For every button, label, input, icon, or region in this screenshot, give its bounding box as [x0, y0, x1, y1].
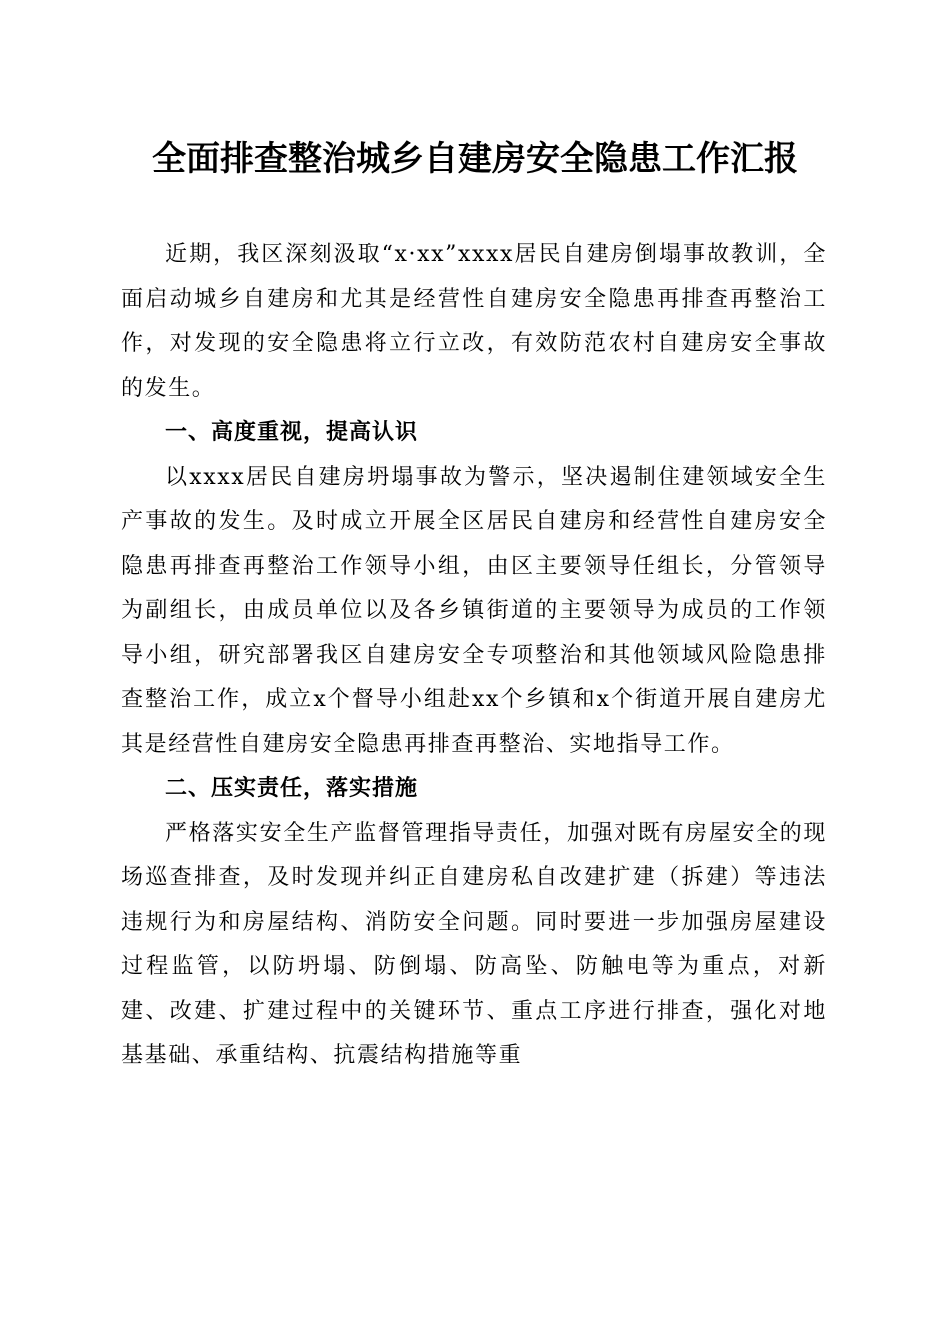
- intro-paragraph: 近期，我区深刻汲取“x·xx”xxxx居民自建房倒塌事故教训，全面启动城乡自建房和尤其是经营性自建房安全隐患再排查再整治工作，对发现的安全隐患将立行立改，有效防范农村自建房安全事故的发生。: [121, 242, 827, 401]
- section-paragraph-1: 以xxxx居民自建房坍塌事故为警示，坚决遏制住建领域安全生产事故的发生。及时成立开展全区居民自建房和经营性自建房安全隐患再排查再整治工作领导小组，由区主要领导任组长，分管领导为副组长，由成员单位以及各乡镇街道的主要领导为成员的工作领导小组，研究部署我区自建房安全专项整治和其他领域风险隐患排查整治工作，成立x个督导小组赴xx个乡镇和x个街道开展自建房尤其是经营性自建房安全隐患再排查再整治、实地指导工作。: [121, 464, 827, 757]
- section-heading-2: 二、压实责任，落实措施: [165, 776, 419, 801]
- document-body: [121, 233, 827, 1079]
- section-heading-1: 一、高度重视，提高认识: [165, 420, 419, 445]
- document-title: 全面排查整治城乡自建房安全隐患工作汇报: [152, 139, 798, 179]
- section-paragraph-2: 严格落实安全生产监督管理指导责任，加强对既有房屋安全的现场巡查排查，及时发现并纠正自建房私自改建扩建（拆建）等违法违规行为和房屋结构、消防安全问题。同时要进一步加强房屋建设过程监管，以防坍塌、防倒塌、防高坠、防触电等为重点，对新建、改建、扩建过程中的关键环节、重点工序进行排查，强化对地基基础、承重结构、抗震结构措施等重: [121, 820, 827, 1068]
